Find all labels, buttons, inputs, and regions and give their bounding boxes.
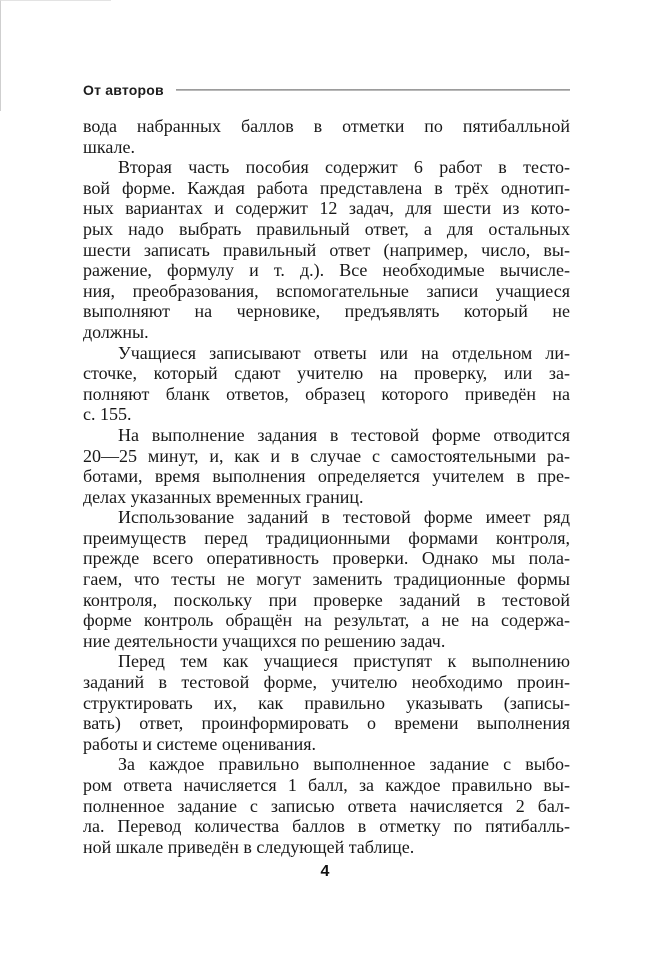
text-line: ния, преобразования, вспомогательные записи учащиеся: [83, 280, 570, 301]
text-line: шкале.: [83, 136, 135, 157]
body-text: [83, 116, 570, 857]
page-number: 4: [320, 863, 330, 880]
text-line: Перед тем как учащиеся приступят к выполнению: [118, 651, 570, 672]
text-line: делах указанных временных границ.: [83, 486, 364, 507]
text-line: ражение, формулу и т. д.). Все необходимые вычисле-: [83, 260, 570, 281]
text-line: полненное задание с записью ответа начисляется 2 бал-: [83, 795, 570, 816]
header-rule: [176, 89, 570, 91]
text-line: ботами, время выполнения определяется учителем в пре-: [83, 466, 570, 487]
text-line: ла. Перевод количества баллов в отметку по пятибалль-: [83, 816, 570, 837]
text-line: ние деятельности учащихся по решению задач.: [83, 630, 446, 651]
text-line: Вторая часть пособия содержит 6 работ в тесто-: [118, 157, 570, 178]
text-line: Использование заданий в тестовой форме имеет ряд: [118, 507, 570, 528]
text-line: рых надо выбрать правильный ответ, а для остальных: [83, 218, 570, 239]
text-line: с. 155.: [83, 404, 132, 425]
text-line: прежде всего оперативность проверки. Однако мы пола-: [83, 548, 570, 569]
text-line: ром ответа начисляется 1 балл, за каждое правильно вы-: [83, 775, 570, 795]
text-line: форме контроль обращён на результат, а не на содержа-: [83, 610, 570, 631]
text-line: гаем, что тесты не могут заменить традиционные формы: [83, 569, 570, 590]
text-line: преимуществ перед традиционными формами контроля,: [83, 527, 570, 548]
running-header: [83, 82, 570, 98]
text-line: структировать их, как правильно указывать (записы-: [83, 692, 570, 713]
text-line: должны.: [83, 321, 149, 342]
text-line: вой форме. Каждая работа представлена в трёх однотип-: [83, 177, 570, 198]
text-line: заданий в тестовой форме, учителю необходимо проин-: [83, 672, 570, 693]
text-line: 20—25 минут, и, как и в случае с самостоятельными ра-: [83, 445, 570, 466]
running-header-title: От авторов: [83, 82, 164, 98]
text-line: сточке, который сдают учителю на проверку, или за-: [83, 363, 570, 384]
text-line: Учащиеся записывают ответы или на отдельном ли-: [118, 342, 570, 363]
text-line: ной шкале приведён в следующей таблице.: [83, 836, 415, 857]
text-line: За каждое правильно выполненное задание с выбо-: [118, 754, 570, 775]
text-line: вода набранных баллов в отметки по пятибалльной: [83, 116, 570, 136]
text-line: шести записать правильный ответ (например, число, вы-: [83, 239, 570, 260]
text-line: контроля, поскольку при проверке заданий в тестовой: [83, 589, 570, 610]
text-line: полняют бланк ответов, образец которого приведён на: [83, 383, 570, 404]
text-line: работы и системе оценивания.: [83, 733, 317, 754]
text-line: выполняют на черновике, предъявлять который не: [83, 301, 570, 322]
text-line: вать) ответ, проинформировать о времени выполнения: [83, 713, 570, 734]
text-line: ных вариантах и содержит 12 задач, для шести из кото-: [83, 198, 570, 219]
text-line: На выполнение задания в тестовой форме отводится: [118, 424, 570, 445]
